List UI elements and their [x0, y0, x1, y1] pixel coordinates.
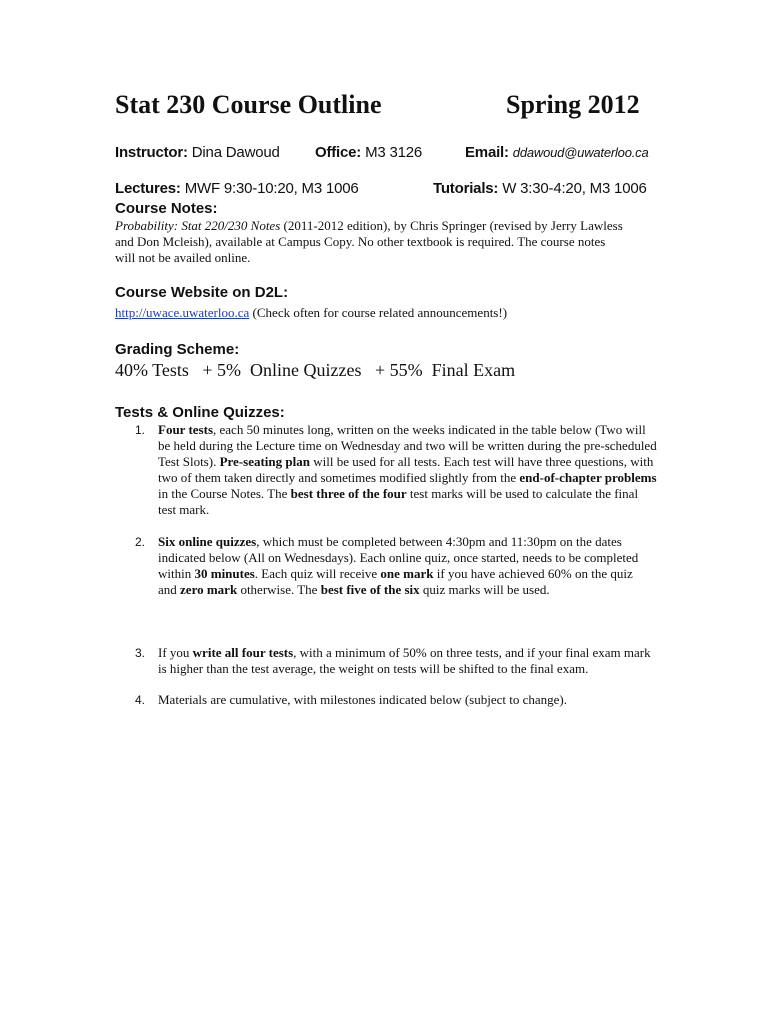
list-item-number: 4. [135, 693, 146, 707]
office-info [315, 144, 422, 161]
email-label: Email: [465, 144, 509, 161]
list-item-number: 2. [135, 535, 146, 549]
list-item-number: 1. [135, 423, 146, 437]
website-note-close: ) [502, 305, 508, 320]
item1-bold-preseating: Pre-seating plan [219, 454, 310, 469]
item1-text-3: in the Course Notes. The [158, 486, 291, 501]
website-line [115, 305, 507, 321]
tutorials-info [433, 180, 647, 197]
item2-bold-best-five: best five of the six [320, 582, 420, 597]
notes-line2: and Don Mcleish), available at Campus Copy. No other textbook is required. The course notes [115, 234, 606, 249]
list-item-number: 3. [135, 646, 146, 660]
notes-line3: will not be availed online. [115, 250, 251, 265]
item2-text-3: if you have achieved 60% on the quiz and [158, 566, 633, 597]
tutorials-value: W 3:30-4:20, M3 1006 [502, 180, 647, 197]
instructor-value: Dina Dawoud [191, 144, 280, 161]
tests-heading: Tests & Online Quizzes: [115, 404, 285, 421]
office-value: M3 3126 [365, 144, 423, 161]
item1-bold-four-tests: Four tests [158, 422, 214, 437]
item1-text-4: test marks will be used to calculate the final test mark. [158, 486, 639, 517]
item2-bold-six-quizzes: Six online quizzes [158, 534, 257, 549]
website-link[interactable]: http://uwace.uwaterloo.ca [115, 305, 250, 320]
website-note: Check often for course related announcements! [256, 305, 503, 320]
lectures-info [115, 180, 359, 197]
grading-heading: Grading Scheme: [115, 341, 240, 358]
course-notes-text [115, 218, 655, 266]
lectures-value: MWF 9:30-10:20, M3 1006 [184, 180, 359, 197]
tutorials-label: Tutorials: [433, 180, 499, 197]
item4-text: Materials are cumulative, with milestones indicated below (subject to change). [158, 692, 568, 707]
item1-bold-best-three: best three of the four [290, 486, 407, 501]
notes-book-title: Probability: Stat 220/230 Notes [115, 218, 281, 233]
item2-bold-zero-mark: zero mark [180, 582, 238, 597]
item1-text-1: , each 50 minutes long, written on the weeks indicated in the table below (Two will be held during the Lecture time on Wednesday and two will be written during the pre-scheduled Test Slots). [158, 422, 657, 469]
item3-text-1: If you [158, 645, 193, 660]
list-item [158, 692, 658, 708]
item3-bold-all-four: write all four tests [192, 645, 294, 660]
item1-text-2: will be used for all tests. Each test will have three questions, with two of them taken directly and sometimes modified slightly from the [158, 454, 654, 485]
notes-line1: (2011-2012 edition), by Chris Springer (revised by Jerry Lawless [280, 218, 623, 233]
list-item [158, 645, 658, 677]
course-notes-heading: Course Notes: [115, 200, 218, 217]
item2-text-1: , which must be completed between 4:30pm and 11:30pm on the dates indicated below (All on Wednesdays). Each online quiz, once started, needs to be completed within [158, 534, 639, 581]
email-value: ddawoud@uwaterloo.ca [512, 145, 649, 160]
list-item [158, 422, 658, 518]
office-label: Office: [315, 144, 362, 161]
email-info [465, 144, 648, 161]
list-item [158, 534, 648, 598]
instructor-info [115, 144, 280, 161]
instructor-label: Instructor: [115, 144, 188, 161]
grading-formula: 40% Tests + 5% Online Quizzes + 55% Final Exam [115, 360, 516, 380]
page-title: Stat 230 Course Outline [115, 90, 382, 119]
website-heading: Course Website on D2L: [115, 284, 289, 301]
item2-bold-one-mark: one mark [380, 566, 434, 581]
item2-text-2: . Each quiz will receive [254, 566, 381, 581]
term-title: Spring 2012 [506, 90, 640, 119]
item1-bold-problems: end-of-chapter problems [519, 470, 657, 485]
item2-bold-30-minutes: 30 minutes [194, 566, 255, 581]
item2-text-5: quiz marks will be used. [419, 582, 550, 597]
lectures-label: Lectures: [115, 180, 181, 197]
item2-text-4: otherwise. The [237, 582, 321, 597]
item3-text-2: , with a minimum of 50% on three tests, and if your final exam mark is higher than the test average, the weight on tests will be shifted to the final exam. [158, 645, 651, 676]
website-note-open: ( [249, 305, 257, 320]
